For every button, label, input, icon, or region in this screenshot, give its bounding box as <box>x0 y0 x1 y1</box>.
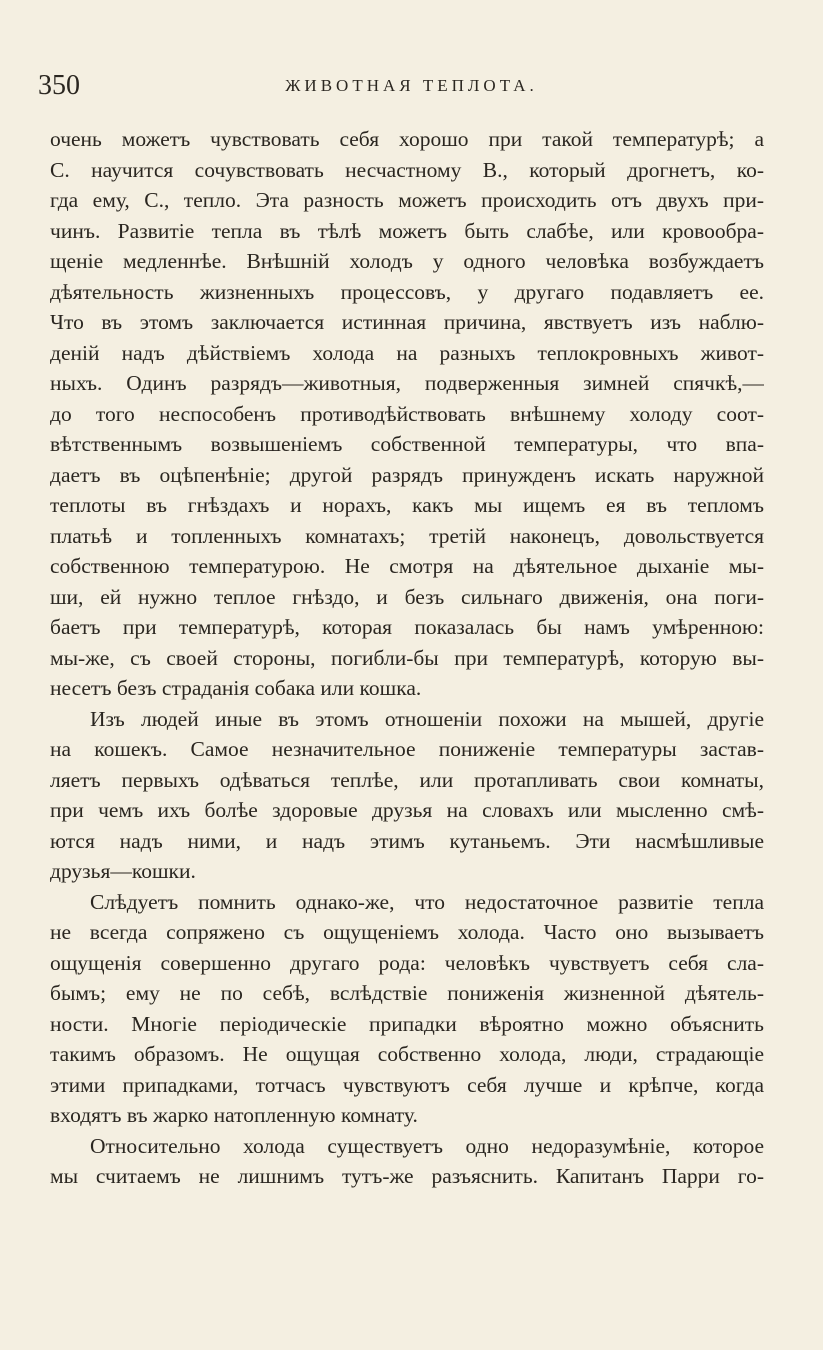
text-line: ши, ей нужно теплое гнѣздо, и безъ сильнаго движенія, она поги- <box>50 584 764 609</box>
text-line: мы-же, съ своей стороны, погибли-бы при температурѣ, которую вы- <box>50 645 764 670</box>
text-line: до того неспособенъ противодѣйствовать внѣшнему холоду соот- <box>50 401 764 426</box>
text-line: деній надъ дѣйствіемъ холода на разныхъ теплокровныхъ живот- <box>50 340 764 365</box>
text-line: платьѣ и топленныхъ комнатахъ; третій наконецъ, довольствуется <box>50 523 764 548</box>
paragraph-first-line: Изъ людей иные въ этомъ отношеніи похожи на мышей, другіе <box>90 706 764 731</box>
running-title: ЖИВОТНАЯ ТЕПЛОТА. <box>285 76 538 95</box>
text-line: Что въ этомъ заключается истинная причина, явствуетъ изъ наблю- <box>50 310 764 334</box>
text-line: на кошекъ. Самое незначительное пониженіе температуры застав- <box>50 737 764 761</box>
paragraph-first-line: Относительно холода существуетъ одно недоразумѣніе, которое <box>90 1133 764 1158</box>
text-line: баетъ при температурѣ, которая показалась бы намъ умѣренною: <box>50 615 764 639</box>
text-line: мы считаемъ не лишнимъ тутъ-же разъяснить. Капитанъ Парри го- <box>50 1164 764 1188</box>
text-line: не всегда сопряжено съ ощущеніемъ холода. Часто оно вызываетъ <box>50 920 764 944</box>
text-line: щеніе медленнѣе. Внѣшній холодъ у одного человѣка возбуждаетъ <box>50 249 764 273</box>
text-line: теплоты въ гнѣздахъ и норахъ, какъ мы ищемъ ея въ тепломъ <box>50 493 764 517</box>
text-line: вѣтственнымъ возвышеніемъ собственной температуры, что впа- <box>50 432 764 456</box>
text-line: ляетъ первыхъ одѣваться теплѣе, или протапливать свои комнаты, <box>50 767 764 792</box>
text-line: даетъ въ оцѣпенѣніе; другой разрядъ принужденъ искать наружной <box>50 462 764 487</box>
text-line: такимъ образомъ. Не ощущая собственно холода, люди, страдающіе <box>50 1042 764 1066</box>
text-line: входятъ въ жарко натопленную комнату. <box>50 1103 418 1127</box>
text-line: С. научится сочувствовать несчастному В., который дрогнетъ, ко- <box>50 157 764 182</box>
page-body <box>50 124 764 1192</box>
text-line: друзья—кошки. <box>50 859 196 883</box>
text-line: дѣятельность жизненныхъ процессовъ, у другаго подавляетъ ее. <box>50 279 764 304</box>
text-line: ощущенія совершенно другаго рода: человѣкъ чувствуетъ себя сла- <box>50 950 764 975</box>
text-line: при чемъ ихъ болѣе здоровые друзья на словахъ или мысленно смѣ- <box>50 798 764 822</box>
text-line: чинъ. Развитіе тепла въ тѣлѣ можетъ быть слабѣе, или кровообра- <box>50 218 764 243</box>
text-line: этими припадками, тотчасъ чувствуютъ себя лучше и крѣпче, когда <box>50 1072 764 1097</box>
paragraph-first-line: Слѣдуетъ помнить однако-же, что недостаточное развитіе тепла <box>90 889 764 914</box>
text-line: собственною температурою. Не смотря на дѣятельное дыханіе мы- <box>50 554 764 578</box>
text-line: ности. Многіе періодическіе припадки вѣроятно можно объяснить <box>50 1011 764 1036</box>
text-line: бымъ; ему не по себѣ, вслѣдствіе пониженія жизненной дѣятель- <box>50 981 764 1005</box>
text-line: несетъ безъ страданія собака или кошка. <box>50 676 422 700</box>
page-number: 350 <box>38 70 80 101</box>
text-line: очень можетъ чувствовать себя хорошо при такой температурѣ; а <box>50 127 764 151</box>
page-header <box>0 70 823 110</box>
text-line: ныхъ. Одинъ разрядъ—животныя, подверженныя зимней спячкѣ,— <box>50 371 764 395</box>
text-line: ются надъ ними, и надъ этимъ кутаньемъ. Эти насмѣшливые <box>50 828 764 853</box>
text-line: гда ему, С., тепло. Эта разность можетъ происходить отъ двухъ при- <box>50 188 764 212</box>
